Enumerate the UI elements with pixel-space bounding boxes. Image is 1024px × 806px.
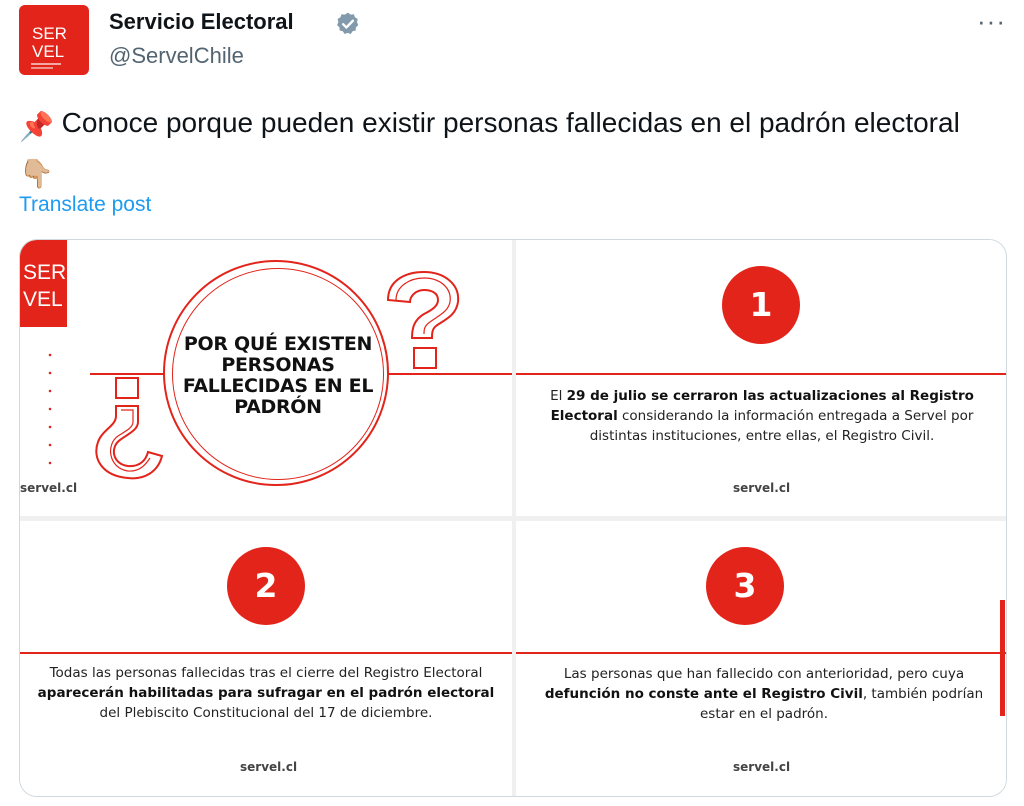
question-mark-icon <box>382 270 468 380</box>
logo-text-top: SER <box>23 261 67 284</box>
servel-url: servel.cl <box>733 760 791 774</box>
avatar-text-top: SER <box>32 24 67 43</box>
logo-text-bottom: VEL <box>23 288 63 311</box>
post-media-grid[interactable] <box>19 239 1007 797</box>
media-image-2[interactable] <box>516 240 1007 516</box>
step-description: Todas las personas fallecidas tras el cierre del Registro Electoral aparecerán habilitadas para sufragar en el padrón electoral del Plebiscito Constitucional del 17 de diciembre. <box>37 665 495 721</box>
infographic-title: POR QUÉ EXISTEN PERSONAS FALLECIDAS EN EL PADRÓN <box>182 333 374 418</box>
pushpin-icon: 📌 <box>19 111 54 142</box>
translate-post-link[interactable]: Translate post <box>19 193 152 216</box>
decorative-bar <box>1000 600 1005 716</box>
media-divider <box>20 516 1007 521</box>
profile-avatar[interactable] <box>19 5 89 75</box>
avatar-text-bottom: VEL <box>32 42 65 61</box>
step-description: Las personas que han fallecido con anterioridad, pero cuya defunción no conste ante el Registro Civil, también podrían estar en el padrón. <box>544 666 984 722</box>
step-description: El 29 de julio se cerraron las actualizaciones al Registro Electoral considerando la información entregada a Servel por distintas instituciones, entre ellas, el Registro Civil. <box>550 388 974 444</box>
verified-badge-icon[interactable] <box>335 11 361 37</box>
step-number-badge: 2 <box>227 547 305 625</box>
servel-url: servel.cl <box>20 481 78 495</box>
more-options-icon[interactable]: ··· <box>977 6 1006 36</box>
media-image-3[interactable] <box>20 521 512 797</box>
decorative-line <box>516 652 1007 654</box>
post-text <box>19 101 979 195</box>
decorative-line <box>516 373 1007 375</box>
step-number-badge: 3 <box>706 547 784 625</box>
avatar-decoration <box>31 63 61 65</box>
post-body: Conoce porque pueden existir personas fallecidas en el padrón electoral <box>53 107 960 138</box>
display-name[interactable]: Servicio Electoral <box>109 9 294 34</box>
servel-logo <box>20 240 67 327</box>
step-number-badge: 1 <box>722 266 800 344</box>
inverted-question-mark-icon <box>88 372 168 482</box>
pointing-down-icon: 👇🏼 <box>19 158 54 189</box>
servel-url: servel.cl <box>733 481 791 495</box>
user-handle[interactable]: @ServelChile <box>109 43 244 68</box>
dot-pattern <box>38 346 68 466</box>
decorative-line <box>20 652 512 654</box>
avatar-decoration <box>31 67 53 69</box>
media-image-4[interactable] <box>516 521 1007 797</box>
servel-url: servel.cl <box>240 760 298 774</box>
media-image-1[interactable] <box>20 240 512 516</box>
